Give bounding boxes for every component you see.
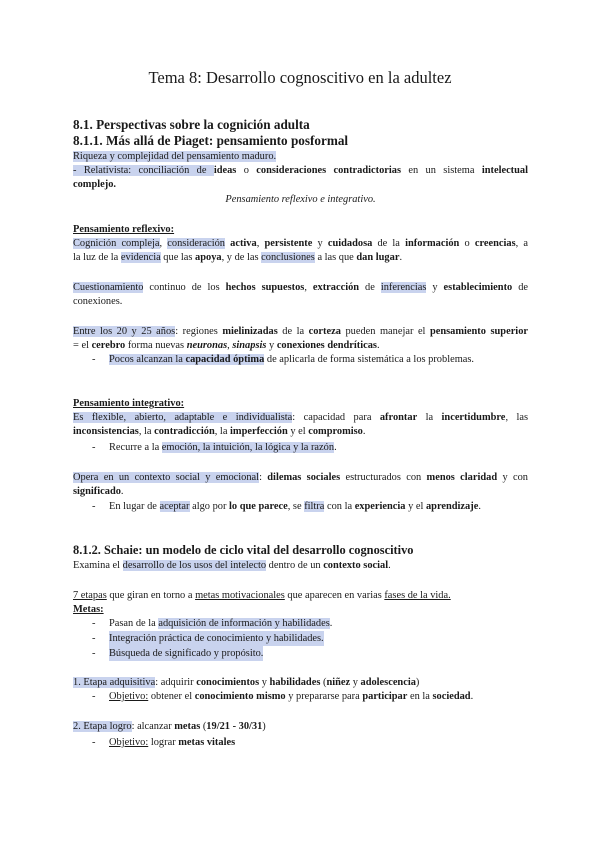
subheading: Metas: <box>73 604 104 615</box>
text-line: = el cerebro forma nuevas neuronas, sinapsis y conexiones dendríticas. <box>73 340 380 351</box>
text-line: la luz de la evidencia que las apoya, y de las conclusiones a las que dan lugar. <box>73 252 403 263</box>
text-line: 2. Etapa logro: alcanzar metas (19/21 - 30/31) <box>73 721 266 732</box>
text-line: 1. Etapa adquisitiva: adquirir conocimientos y habilidades (niñez y adolescencia) <box>73 677 420 688</box>
highlight: Riqueza y complejidad del pensamiento maduro. <box>73 151 277 162</box>
subheading: Pensamiento reflexivo: <box>73 224 175 235</box>
text-line: - Relativista: conciliación de ideas o consideraciones contradictorias en un sistema intelectual <box>73 165 528 176</box>
bullet-dash: - <box>92 633 96 644</box>
bullet-dash: - <box>92 691 96 702</box>
text-line: Opera en un contexto social y emocional: dilemas sociales estructurados con menos claridad y con <box>73 472 528 483</box>
bullet-dash: - <box>92 442 96 453</box>
text-line <box>73 149 528 164</box>
bullet-dash: - <box>92 737 96 748</box>
page-title: Tema 8: Desarrollo cognoscitivo en la adultez <box>148 68 452 87</box>
bullet-dash: - <box>92 648 96 659</box>
text-line: Es flexible, abierto, adaptable e individualista: capacidad para afrontar la incertidumbre, las <box>73 412 529 423</box>
text-line: Entre los 20 y 25 años: regiones mielinizadas de la corteza pueden manejar el pensamiento superior <box>73 326 528 337</box>
text-line: Examina el desarrollo de los usos del intelecto dentro de un contexto social. <box>73 560 391 571</box>
bullet-dash: - <box>92 354 96 365</box>
section-heading-8-1-1: 8.1.1. Más allá de Piaget: pensamiento posformal <box>73 133 349 148</box>
bullet-dash: - <box>92 618 96 629</box>
subheading: Pensamiento integrativo: <box>73 398 185 409</box>
text-line: significado. <box>73 486 124 497</box>
text-line: 7 etapas que giran en torno a metas motivacionales que aparecen en varias fases de la vida. <box>73 590 451 601</box>
text-line: Cognición compleja, consideración activa, persistente y cuidadosa de la información o creencias, a <box>73 238 528 249</box>
text-line: complejo. <box>73 179 116 190</box>
text-line: conexiones. <box>73 296 123 307</box>
text-line: inconsistencias, la contradicción, la imperfección y el compromiso. <box>73 426 366 437</box>
text-line: Pensamiento reflexivo e integrativo. <box>225 194 376 205</box>
bullet-dash: - <box>92 501 96 512</box>
section-heading-8-1: 8.1. Perspectivas sobre la cognición adulta <box>73 117 310 132</box>
section-heading-8-1-2: 8.1.2. Schaie: un modelo de ciclo vital del desarrollo cognoscitivo <box>73 543 414 557</box>
text-line: Cuestionamiento continuo de los hechos supuestos, extracción de inferencias y establecimiento de <box>73 282 529 293</box>
